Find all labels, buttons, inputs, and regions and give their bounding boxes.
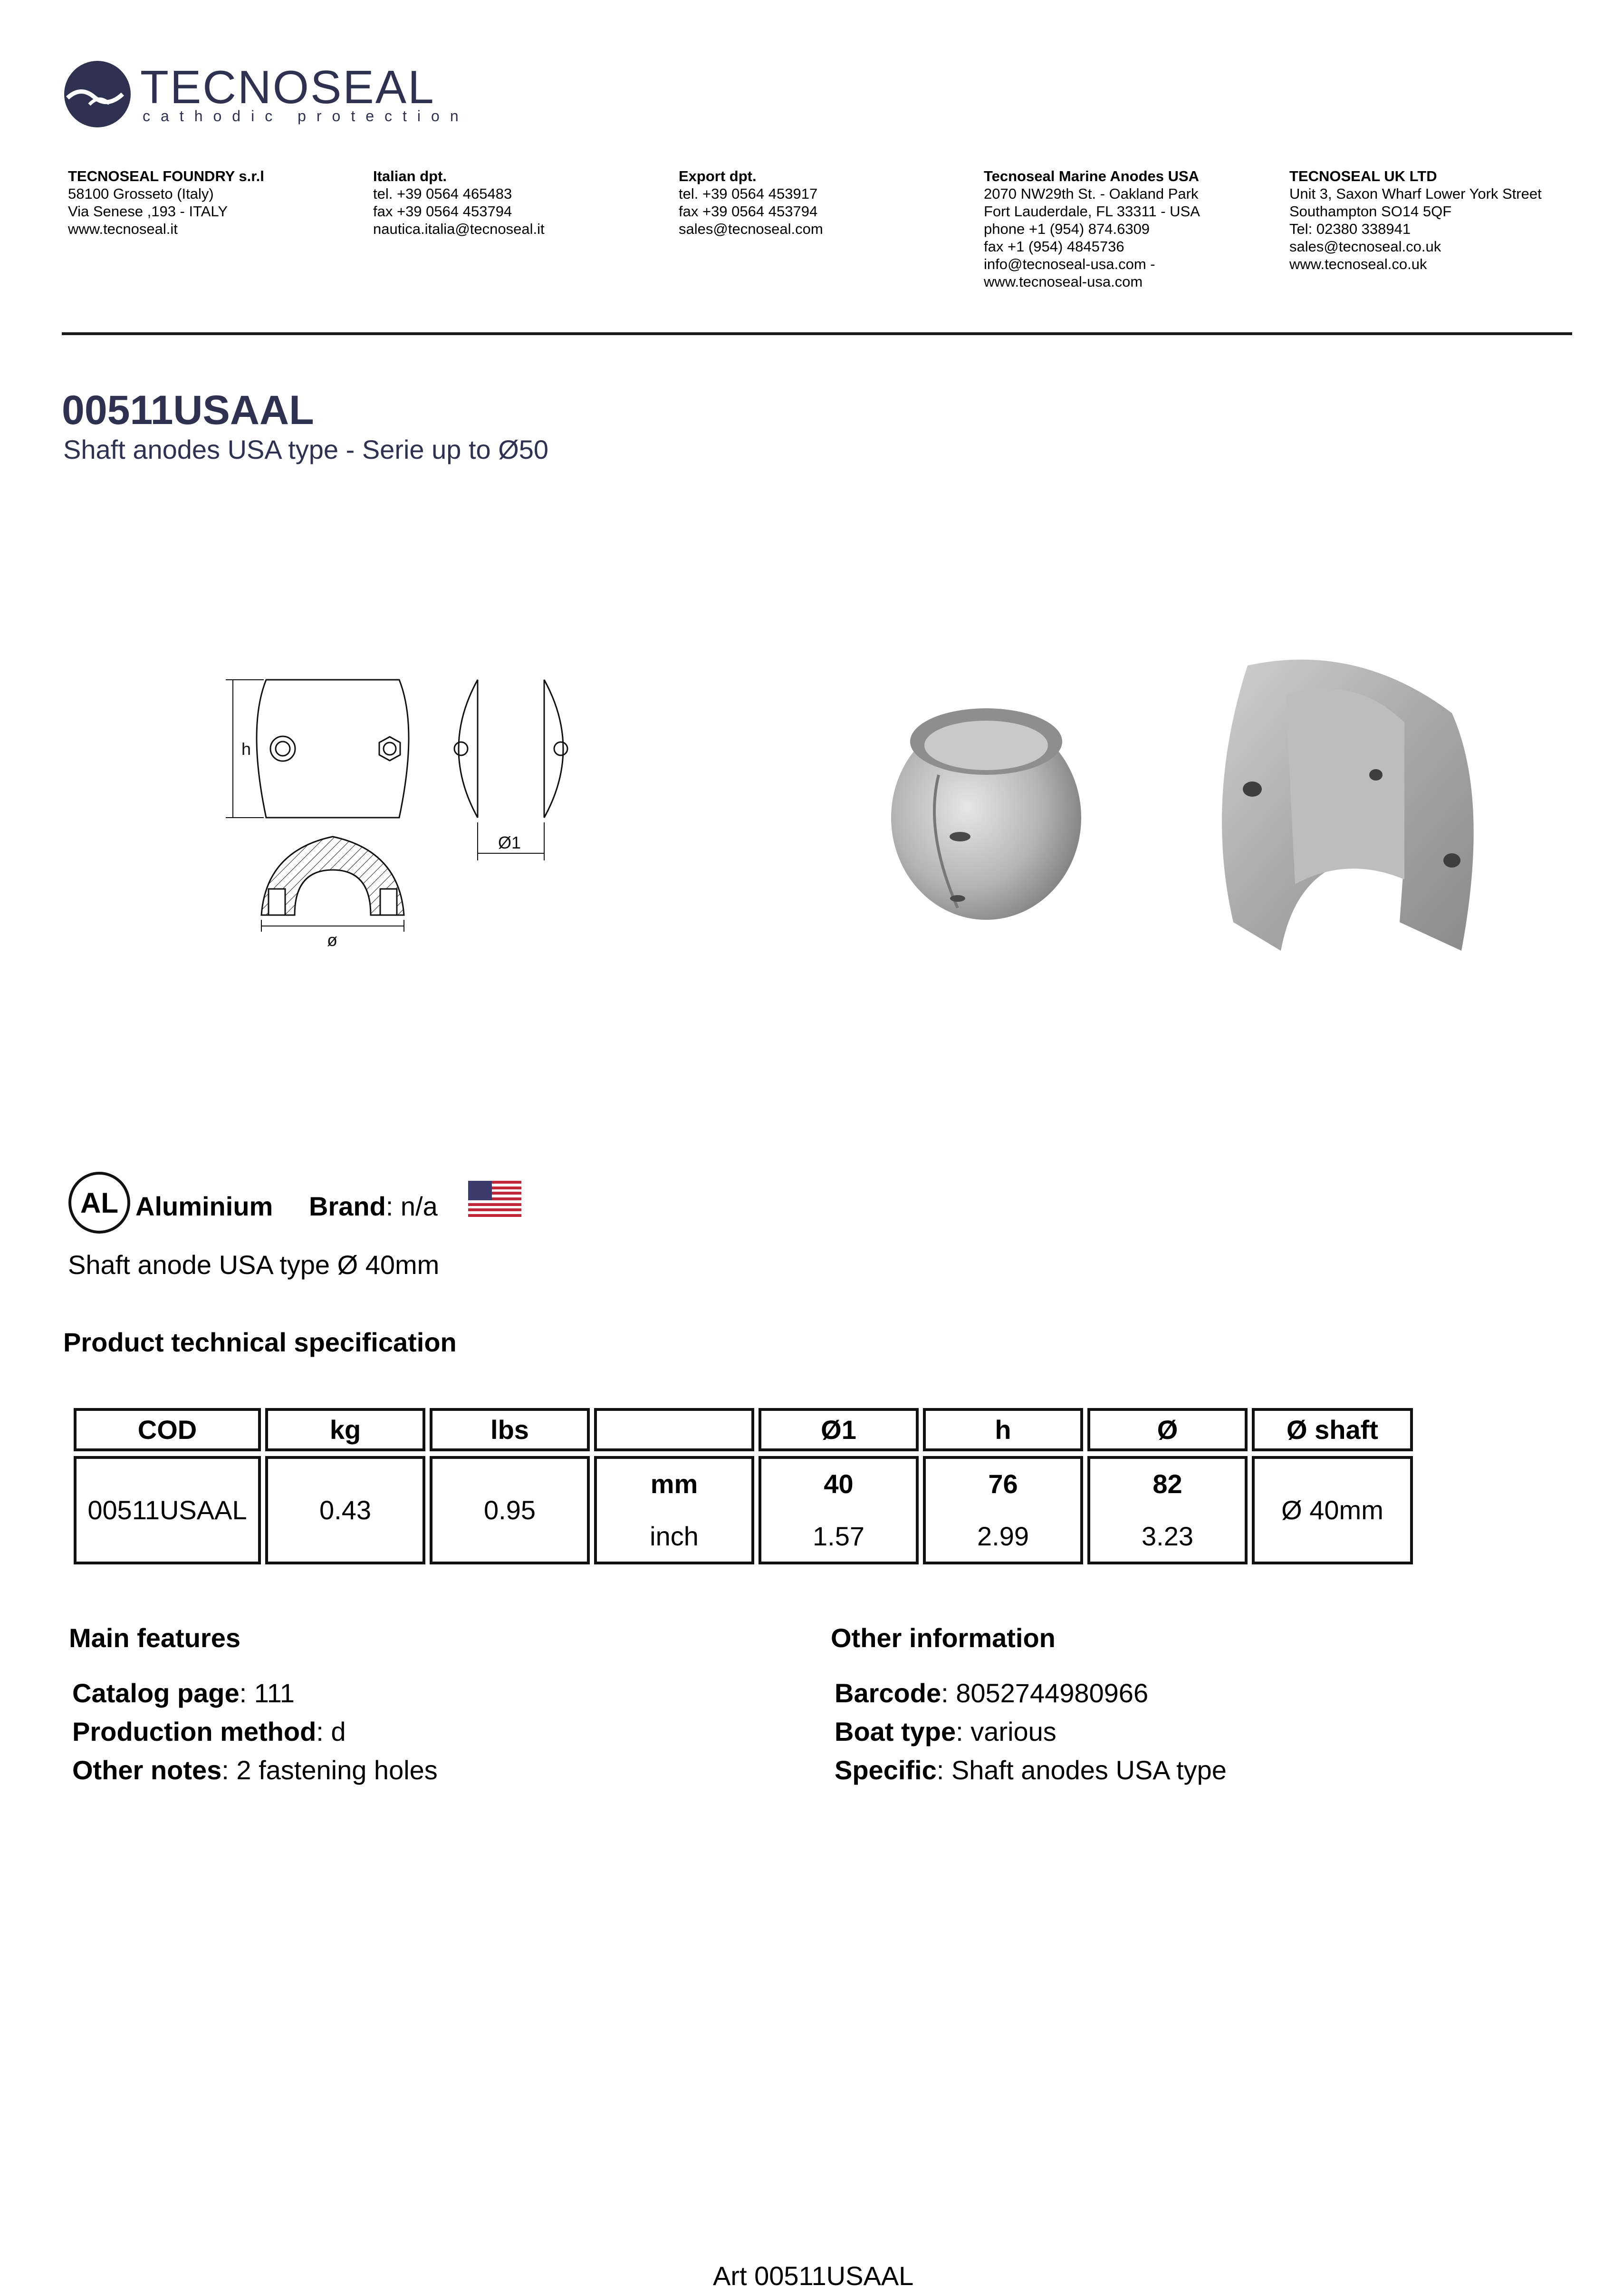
brand-info [309,1193,438,1220]
feature-catalog-page: Catalog page: 111 [72,1678,295,1708]
header-divider [62,332,1572,335]
feature-other-notes: Other notes: 2 fastening holes [72,1755,438,1785]
table-cell-d1-inch: 1.57 [813,1521,864,1551]
spec-table [74,1408,1413,1564]
contact-line: fax +39 0564 453794 [679,203,818,220]
other-information-title: Other information [831,1623,1056,1653]
table-cell-kg: 0.43 [265,1456,425,1564]
table-header-shaft: Ø shaft [1252,1408,1413,1451]
contact-title: Italian dpt. [373,168,447,184]
contact-title: Export dpt. [679,168,757,184]
contact-email[interactable]: nautica.italia@tecnoseal.it [373,221,545,237]
product-description: Shaft anode USA type Ø 40mm [68,1250,440,1280]
technical-drawing [223,666,604,951]
brand-label: Brand [309,1191,386,1221]
table-cell-shaft: Ø 40mm [1252,1456,1413,1564]
contact-link[interactable]: www.tecnoseal-usa.com [984,273,1143,290]
logo-tagline: cathodic protection [143,107,469,125]
contact-line: tel. +39 0564 465483 [373,185,512,202]
contact-line: fax +39 0564 453794 [373,203,512,220]
feature-production-method: Production method: d [72,1717,346,1746]
logo-mark-icon [62,61,133,127]
usa-flag-icon [468,1181,521,1217]
brand-value: : n/a [385,1191,438,1221]
contact-email[interactable]: info@tecnoseal-usa.com - [984,256,1155,272]
contact-link[interactable]: www.tecnoseal.it [68,221,178,237]
table-header-h: h [923,1408,1083,1451]
spec-heading: Product technical specification [63,1327,457,1357]
product-photo-half-shell [1214,656,1480,960]
contact-line: 58100 Grosseto (Italy) [68,185,214,202]
product-photo-assembled [886,689,1086,922]
contact-title: TECNOSEAL UK LTD [1289,168,1437,184]
drawing-label-d1: Ø1 [498,833,521,852]
drawing-label-d: ø [327,930,337,950]
product-subtitle: Shaft anodes USA type - Serie up to Ø50 [63,434,549,464]
table-header-cod: COD [74,1408,261,1451]
contact-line: Via Senese ,193 - ITALY [68,203,228,220]
table-header-lbs: lbs [430,1408,590,1451]
info-barcode: Barcode: 8052744980966 [835,1678,1149,1708]
contact-line: Tel: 02380 338941 [1289,221,1411,237]
contact-email[interactable]: sales@tecnoseal.co.uk [1289,238,1441,255]
contact-line: tel. +39 0564 453917 [679,185,818,202]
contact-line: phone +1 (954) 874.6309 [984,221,1150,237]
table-cell-cod: 00511USAAL [74,1456,261,1564]
contact-line: Fort Lauderdale, FL 33311 - USA [984,203,1200,220]
contact-email[interactable]: sales@tecnoseal.com [679,221,823,237]
contact-line: fax +1 (954) 4845736 [984,238,1124,255]
contact-italian-dpt [373,167,545,238]
table-cell-unit-mm: mm [650,1469,698,1499]
contact-usa [984,167,1200,290]
product-code-title: 00511USAAL [62,387,314,433]
company-logo [62,61,469,127]
table-header-unit [594,1408,754,1451]
contact-uk [1289,167,1542,273]
table-cell-unit-inch: inch [650,1521,699,1551]
contact-line: Southampton SO14 5QF [1289,203,1452,220]
contact-line: Unit 3, Saxon Wharf Lower York Street [1289,185,1542,202]
footer-article: Art 00511USAAL [713,2261,914,2291]
material-badge-icon: AL [68,1172,130,1234]
table-header-d: Ø [1087,1408,1248,1451]
material-label: Aluminium [135,1191,273,1221]
contact-foundry [68,167,264,238]
info-specific: Specific: Shaft anodes USA type [835,1755,1227,1785]
table-cell-d-mm: 82 [1152,1469,1182,1499]
contact-title: Tecnoseal Marine Anodes USA [984,168,1200,184]
table-cell-h-mm: 76 [988,1469,1018,1499]
logo-wordmark: TECNOSEAL [140,61,435,113]
contact-title: TECNOSEAL FOUNDRY s.r.l [68,168,264,184]
table-cell-lbs: 0.95 [430,1456,590,1564]
table-cell-h-inch: 2.99 [977,1521,1029,1551]
contact-link[interactable]: www.tecnoseal.co.uk [1289,256,1427,272]
table-cell-d1-mm: 40 [824,1469,854,1499]
drawing-label-h: h [241,739,251,759]
contact-line: 2070 NW29th St. - Oakland Park [984,185,1199,202]
table-cell-d-inch: 3.23 [1142,1521,1193,1551]
table-header-d1: Ø1 [759,1408,919,1451]
table-header-kg: kg [265,1408,425,1451]
info-boat-type: Boat type: various [835,1717,1056,1746]
main-features-title: Main features [69,1623,240,1653]
contact-export-dpt [679,167,823,238]
